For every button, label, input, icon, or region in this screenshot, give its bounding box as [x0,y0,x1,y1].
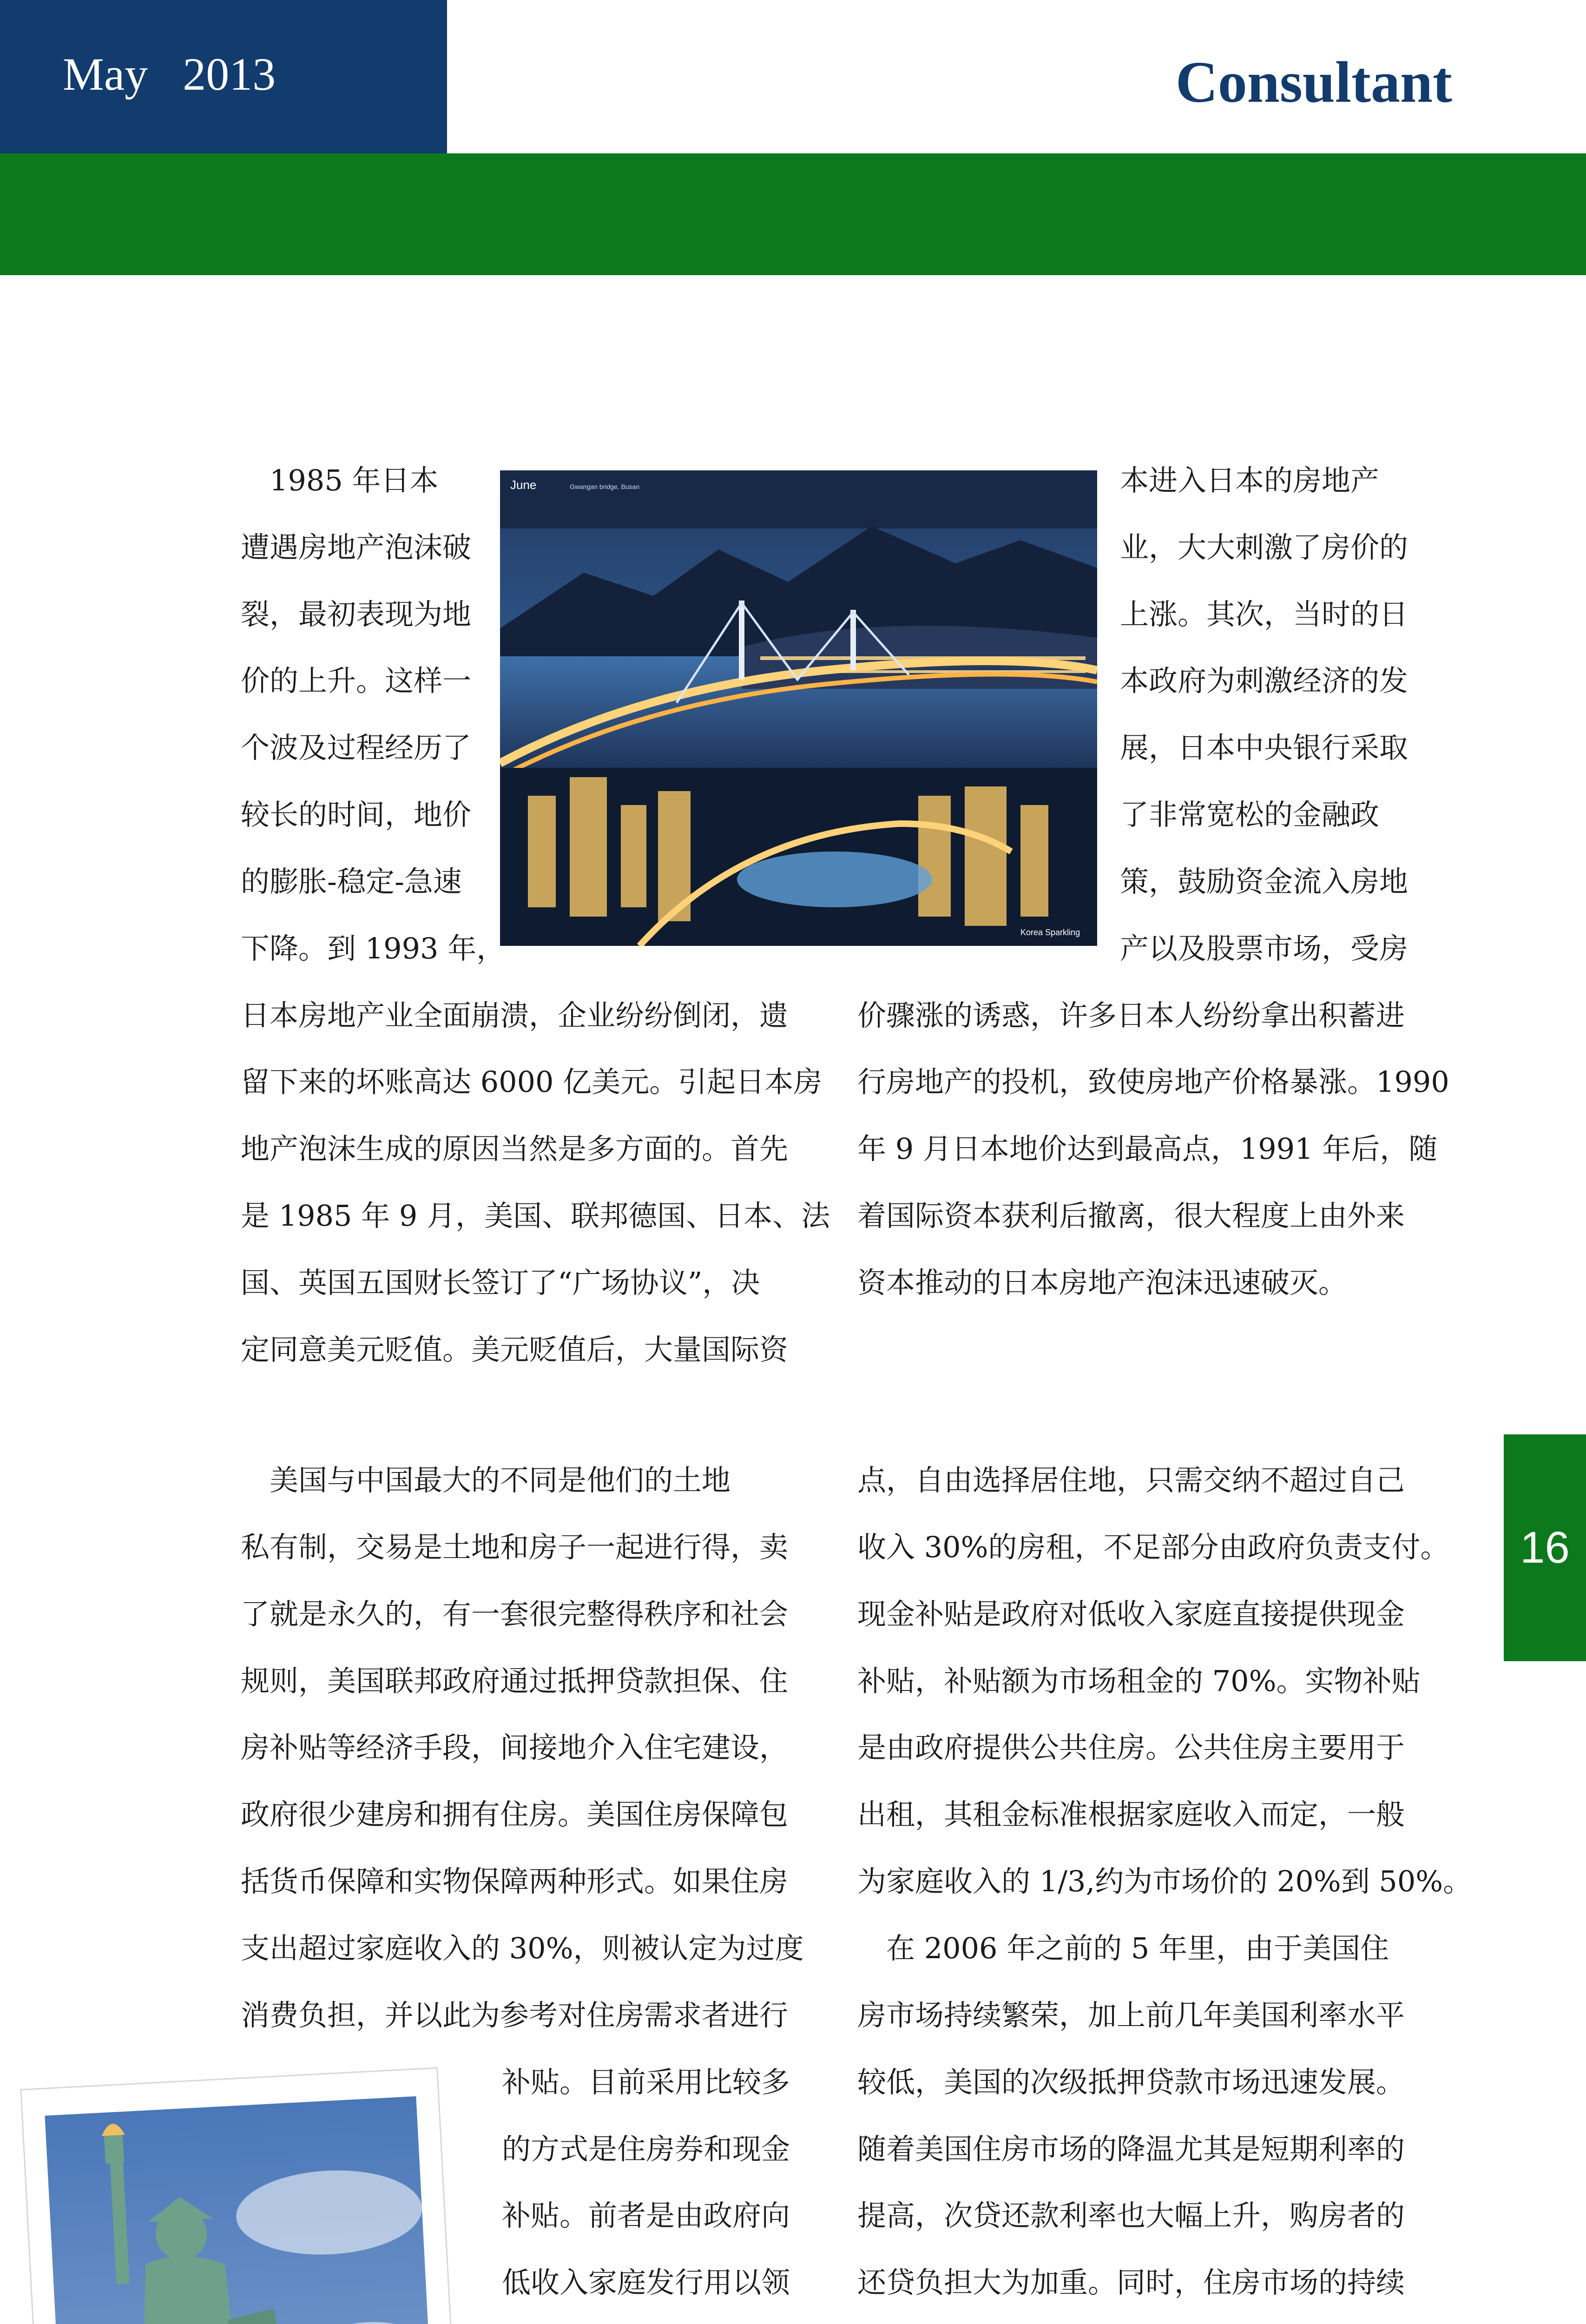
s2-right-line: 房市场持续繁荣，加上前几年美国利率水平 [857,1998,1405,2032]
s2-left-line: 消费负担，并以此为参考对住房需求者进行 [241,1998,789,2032]
statue-of-liberty-photo [37,2078,455,2324]
bridge-brand: Korea Sparkling [1020,928,1080,937]
s1-left-line: 遭遇房地产泡沫破 [241,530,472,564]
s2-left-line: 房补贴等经济手段，间接地介入住宅建设， [241,1730,789,1764]
s1-right-line: 了非常宽松的金融政 [1120,798,1380,832]
s1-right-line: 产以及股票市场，受房 [1120,931,1408,965]
header-green-band [0,153,1586,275]
s1-right-line: 上涨。其次，当时的日 [1120,597,1408,631]
s1-left-line: 留下来的坏账高达 6000 亿美元。引起日本房 [241,1065,823,1099]
s2-left-line: 规则，美国联邦政府通过抵押贷款担保、住 [241,1664,789,1698]
bridge-caption: Gwangan bridge, Busan [570,483,640,490]
bridge-photo-graphic [500,470,1097,946]
s1-right-line: 业，大大刺激了房价的 [1120,530,1408,564]
s1-left-line: 个波及过程经历了 [241,731,472,765]
s1-left-line: 定同意美元贬值。美元贬值后，大量国际资 [241,1333,789,1367]
busan-bridge-photo [500,470,1097,946]
s1-right-line: 着国际资本获利后撤离，很大程度上由外来 [857,1199,1405,1233]
s1-left-line: 较长的时间，地价 [241,798,472,832]
s2-right-line: 补贴，补贴额为市场租金的 70%。实物补贴 [857,1664,1421,1698]
s1-left-line: 日本房地产业全面崩溃，企业纷纷倒闭，遗 [241,998,789,1032]
s1-left-line: 是 1985 年 9 月，美国、联邦德国、日本、法 [241,1199,830,1233]
s1-right-line: 资本推动的日本房地产泡沫迅速破灭。 [857,1266,1348,1300]
s2-right-line: 还贷负担大为加重。同时，住房市场的持续 [857,2265,1405,2299]
s1-left-line: 价的上升。这样一 [241,664,472,698]
s1-right-line: 本进入日本的房地产 [1120,463,1380,497]
s2-left-line: 美国与中国最大的不同是他们的土地 [241,1463,731,1497]
s1-left-line: 下降。到 1993 年， [241,931,506,965]
s1-right-line: 价骤涨的诱惑，许多日本人纷纷拿出积蓄进 [857,998,1405,1032]
s2-right-line: 随着美国住房市场的降温尤其是短期利率的 [857,2132,1405,2166]
s1-right-line: 本政府为刺激经济的发 [1120,664,1408,698]
s1-right-line: 展，日本中央银行采取 [1120,731,1408,765]
s2-left-line: 了就是永久的，有一套很完整得秩序和社会 [241,1597,789,1631]
page-number-tab [1504,1434,1586,1661]
statue-photo-graphic [20,2067,472,2324]
s2-right-line: 出租，其租金标准根据家庭收入而定，一般 [857,1797,1405,1831]
s2-left-line: 补贴。前者是由政府向 [502,2199,790,2232]
s2-right-line: 在 2006 年之前的 5 年里，由于美国住 [857,1931,1389,1965]
s1-left-line: 的膨胀-稳定-急速 [241,865,462,898]
s2-left-line: 低收入家庭发行用以领 [502,2265,790,2299]
s2-right-line: 收入 30%的房租，不足部分由政府负责支付。 [857,1530,1449,1564]
s2-left-line: 的方式是住房券和现金 [502,2132,790,2166]
s2-left-line: 政府很少建房和拥有住房。美国住房保障包 [241,1797,789,1831]
s2-left-line: 括货币保障和实物保障两种形式。如果住房 [241,1864,789,1898]
s2-right-line: 点，自由选择居住地，只需交纳不超过自己 [857,1463,1405,1497]
s2-left-line: 私有制，交易是土地和房子一起进行得，卖 [241,1530,789,1564]
s1-left-line: 地产泡沫生成的原因当然是多方面的。首先 [241,1132,789,1166]
s2-right-line: 是由政府提供公共住房。公共住房主要用于 [857,1730,1405,1764]
s1-left-line: 裂，最初表现为地 [241,597,472,631]
s1-right-line: 年 9 月日本地价达到最高点，1991 年后，随 [857,1132,1438,1166]
s1-right-line: 策，鼓励资金流入房地 [1120,865,1408,898]
s2-right-line: 为家庭收入的 1/3,约为市场价的 20%到 50%。 [857,1864,1472,1898]
header-date-block [0,0,447,153]
s2-right-line: 提高，次贷还款利率也大幅上升，购房者的 [857,2199,1405,2232]
s2-right-line: 现金补贴是政府对低收入家庭直接提供现金 [857,1597,1405,1631]
issue-date: May 2013 [63,48,276,100]
s2-left-line: 补贴。目前采用比较多 [502,2065,790,2099]
bridge-month-label: June [510,478,537,492]
page-number: 16 [1520,1523,1570,1572]
s1-right-line: 行房地产的投机，致使房地产价格暴涨。1990 [857,1065,1449,1099]
s1-left-line: 国、英国五国财长签订了“广场协议”，决 [241,1266,760,1300]
s1-left-line: 1985 年日本 [241,463,439,497]
s2-left-line: 支出超过家庭收入的 30%，则被认定为过度 [241,1931,804,1965]
magazine-title: Consultant [1175,50,1452,115]
s2-right-line: 较低，美国的次级抵押贷款市场迅速发展。 [857,2065,1405,2099]
